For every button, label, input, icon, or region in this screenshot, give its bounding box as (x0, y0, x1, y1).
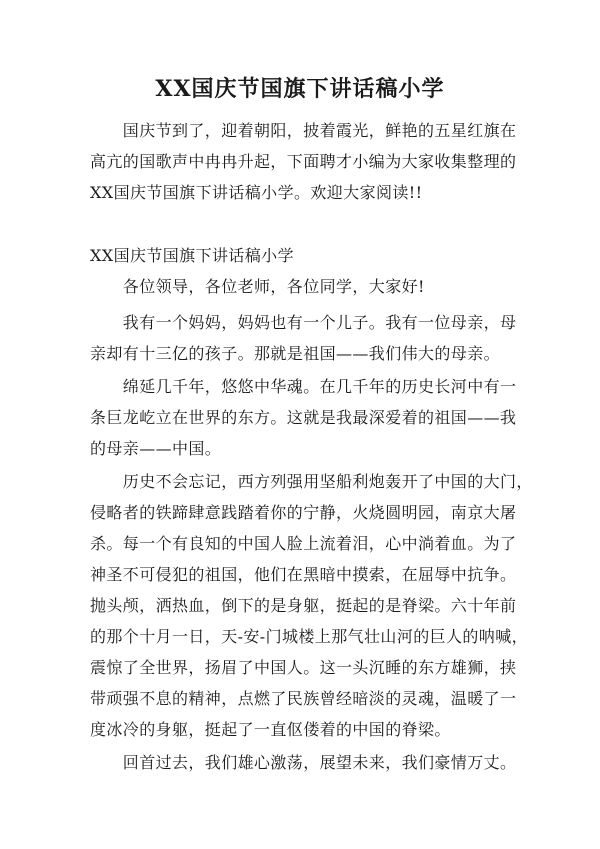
body-line-12: 的那个十月一日，天-安-门城楼上那气壮山河的巨人的呐喊， (90, 627, 529, 646)
document-title: XX国庆节国旗下讲话稿小学 (155, 76, 445, 102)
intro-line-1: 国庆节到了，迎着朝阳，披着霞光，鲜艳的五星红旗在 (90, 121, 517, 140)
intro-line-2: 高亢的国歌声中冉冉升起，下面聘才小编为大家收集整理的 (90, 152, 517, 171)
body-line-3: 亲却有十三亿的孩子。那就是祖国——我们伟大的母亲。 (90, 344, 501, 363)
body-line-6: 的母亲——中国。 (90, 439, 222, 458)
body-line-5: 条巨龙屹立在世界的东方。这就是我最深爱着的祖国——我 (90, 408, 517, 427)
body-line-16: 回首过去，我们雄心激荡，展望未来，我们豪情万丈。 (90, 753, 517, 772)
body-line-10: 神圣不可侵犯的祖国，他们在黑暗中摸索，在屈辱中抗争。 (90, 565, 517, 584)
body-line-8: 侵略者的铁蹄肆意践踏着你的宁静，火烧圆明园，南京大屠 (90, 503, 517, 522)
section-subtitle: XX国庆节国旗下讲话稿小学 (90, 246, 294, 265)
body-line-7: 历史不会忘记，西方列强用坚船利炮轰开了中国的大门， (90, 472, 533, 491)
body-line-15: 度冰冷的身躯，挺起了一直伛偻着的中国的脊梁。 (90, 720, 451, 739)
body-line-4: 绵延几千年，悠悠中华魂。在几千年的历史长河中有一 (90, 377, 517, 396)
body-line-9: 杀。每一个有良知的中国人脸上流着泪，心中淌着血。为了 (90, 534, 517, 553)
body-line-2: 我有一个妈妈，妈妈也有一个儿子。我有一位母亲，母 (90, 313, 517, 332)
body-line-1: 各位领导，各位老师，各位同学，大家好! (90, 277, 425, 296)
body-line-11: 抛头颅，洒热血，倒下的是身躯，挺起的是脊梁。六十年前 (90, 596, 517, 615)
body-line-13: 震惊了全世界，扬眉了中国人。这一头沉睡的东方雄狮，挟 (90, 658, 517, 677)
intro-line-3: XX国庆节国旗下讲话稿小学。欢迎大家阅读!! (90, 183, 423, 202)
body-line-14: 带顽强不息的精神，点燃了民族曾经暗淡的灵魂，温暖了一 (90, 689, 517, 708)
